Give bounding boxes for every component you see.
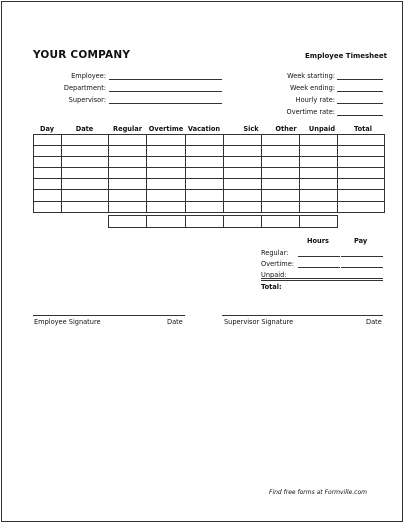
table-cell[interactable] [338,146,385,157]
total-regular-cell[interactable] [109,216,147,228]
summary-regular-pay[interactable] [341,256,383,257]
table-cell[interactable] [62,157,109,168]
summary-unpaid-label: Unpaid: [261,271,287,279]
table-cell[interactable] [109,190,147,201]
summary-pay-header: Pay [354,237,368,245]
total-overtime-cell[interactable] [147,216,186,228]
summary-overtime-pay[interactable] [341,267,383,268]
table-cell[interactable] [109,135,147,146]
table-cell[interactable] [338,201,385,212]
table-cell[interactable] [147,146,186,157]
table-cell[interactable] [34,190,62,201]
table-cell[interactable] [109,146,147,157]
column-header-unpaid: Unpaid [308,125,336,133]
table-cell[interactable] [224,157,262,168]
supervisor-label: Supervisor: [68,96,106,104]
table-cell[interactable] [34,168,62,179]
total-vacation-cell[interactable] [186,216,224,228]
hourly-rate-field[interactable] [337,103,383,104]
table-row [34,179,385,190]
summary-regular-hours[interactable] [298,256,340,257]
table-cell[interactable] [300,190,338,201]
table-cell[interactable] [262,179,300,190]
summary-double-rule [261,280,383,281]
table-row [34,201,385,212]
table-cell[interactable] [186,146,224,157]
column-header-date: Date [75,125,94,133]
table-cell[interactable] [34,201,62,212]
table-cell[interactable] [34,179,62,190]
totals-table [108,215,339,228]
column-header-vacation: Vacation [187,125,221,133]
table-cell[interactable] [300,179,338,190]
column-header-overtime: Overtime [148,125,184,133]
table-cell[interactable] [224,146,262,157]
table-cell[interactable] [62,179,109,190]
table-cell[interactable] [62,201,109,212]
column-header-regular: Regular [113,125,142,133]
table-cell[interactable] [147,135,186,146]
table-cell[interactable] [224,190,262,201]
table-cell[interactable] [262,201,300,212]
column-header-sick: Sick [243,125,259,133]
table-cell[interactable] [186,157,224,168]
table-cell[interactable] [109,179,147,190]
table-cell[interactable] [186,168,224,179]
summary-overtime-hours[interactable] [298,267,340,268]
employee-signature-label: Employee Signature [34,318,101,326]
table-cell[interactable] [224,168,262,179]
table-row [34,190,385,201]
table-cell[interactable] [262,146,300,157]
table-cell[interactable] [224,135,262,146]
table-cell[interactable] [338,135,385,146]
table-cell[interactable] [62,168,109,179]
table-cell[interactable] [147,201,186,212]
table-cell[interactable] [147,179,186,190]
column-header-total: Total [353,125,372,133]
totals-row [109,216,339,228]
footer-credit: Find free forms at Formville.com [269,489,367,496]
table-cell[interactable] [34,135,62,146]
table-cell[interactable] [300,135,338,146]
week-starting-label: Week starting: [287,72,335,80]
column-header-other: Other [275,125,297,133]
employee-date-label: Date [167,318,183,326]
table-cell[interactable] [262,190,300,201]
table-cell[interactable] [186,190,224,201]
overtime-rate-field[interactable] [337,115,383,116]
department-label: Department: [63,84,106,92]
table-cell[interactable] [224,179,262,190]
table-row [34,157,385,168]
table-cell[interactable] [300,201,338,212]
company-name: YOUR COMPANY [33,49,131,61]
employee-field[interactable] [109,79,222,80]
supervisor-date-label: Date [366,318,382,326]
table-row [34,146,385,157]
table-cell[interactable] [62,146,109,157]
table-cell[interactable] [34,146,62,157]
timesheet-rows [34,135,385,213]
supervisor-signature-line[interactable] [222,315,383,316]
table-cell[interactable] [109,201,147,212]
total-sick-cell[interactable] [224,216,262,228]
table-cell[interactable] [62,190,109,201]
column-header-day: Day [39,125,55,133]
table-cell[interactable] [147,190,186,201]
table-cell[interactable] [300,146,338,157]
summary-hours-header: Hours [307,237,329,245]
summary-overtime-label: Overtime: [261,260,294,268]
overtime-rate-label: Overtime rate: [286,108,335,116]
table-cell[interactable] [300,168,338,179]
table-cell[interactable] [338,168,385,179]
employee-signature-line[interactable] [33,315,185,316]
table-cell[interactable] [186,201,224,212]
table-cell[interactable] [300,157,338,168]
table-row [34,135,385,146]
total-other-cell[interactable] [262,216,300,228]
table-row [34,168,385,179]
table-cell[interactable] [338,179,385,190]
summary-total-label: Total: [261,283,282,291]
table-cell[interactable] [109,168,147,179]
department-field[interactable] [109,91,222,92]
table-cell[interactable] [186,179,224,190]
table-cell[interactable] [147,168,186,179]
week-starting-field[interactable] [337,79,383,80]
table-cell[interactable] [262,168,300,179]
table-cell[interactable] [262,135,300,146]
table-cell[interactable] [147,157,186,168]
employee-label: Employee: [71,72,106,80]
summary-regular-label: Regular: [261,249,289,257]
hourly-rate-label: Hourly rate: [295,96,335,104]
week-ending-field[interactable] [337,91,383,92]
table-cell[interactable] [224,201,262,212]
summary-unpaid-line[interactable] [261,278,383,279]
table-cell[interactable] [262,157,300,168]
table-cell[interactable] [34,157,62,168]
table-cell[interactable] [186,135,224,146]
document-title: Employee Timesheet [305,52,387,60]
table-cell[interactable] [338,157,385,168]
table-cell[interactable] [62,135,109,146]
timesheet-table [33,134,385,213]
table-cell[interactable] [109,157,147,168]
supervisor-signature-label: Supervisor Signature [224,318,294,326]
table-cell[interactable] [338,190,385,201]
supervisor-field[interactable] [109,103,222,104]
total-unpaid-cell[interactable] [300,216,338,228]
week-ending-label: Week ending: [289,84,335,92]
